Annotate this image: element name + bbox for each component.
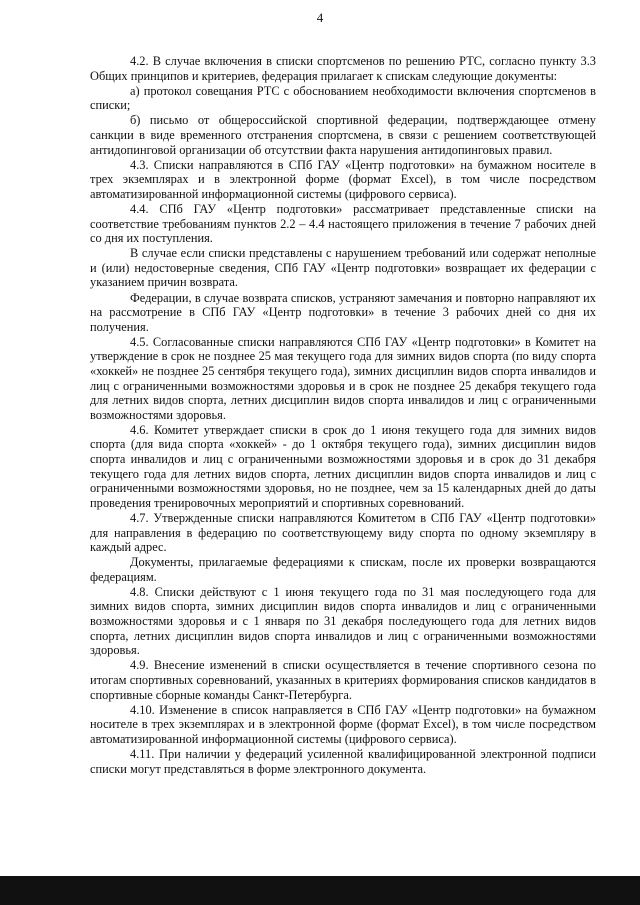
paragraph-4-4-return: В случае если списки представлены с нарушением требований или содержат неполные и (или) недостоверные сведения, СПб ГАУ «Центр подготовки» возвращает их федерации с указанием причин возврата. xyxy=(90,246,596,290)
document-body xyxy=(90,54,596,777)
paragraph-4-10: 4.10. Изменение в список направляется в СПб ГАУ «Центр подготовки» на бумажном носителе в трех экземплярах и в электронной форме (формат Excel), в том числе посредством автоматизированной информационной системы (цифрового сервиса). xyxy=(90,702,596,746)
paragraph-4-5: 4.5. Согласованные списки направляются СПб ГАУ «Центр подготовки» в Комитет на утверждение в срок не позднее 25 мая текущего года для зимних видов спорта (по виду спорта «хоккей» не позднее 25 сентября текущего года), зимних дисциплин видов спорта инвалидов и лиц с ограниченными возможностями здоровья и в срок не позднее 25 декабря текущего года для летних видов спорта, летних дисциплин видов спорта инвалидов и лиц с ограниченными возможностями здоровья. xyxy=(90,334,596,422)
paragraph-4-2: 4.2. В случае включения в списки спортсменов по решению РТС, согласно пункту 3.3 Общих принципов и критериев, федерация прилагает к спискам следующие документы: xyxy=(90,54,596,83)
paragraph-4-4-resubmit: Федерации, в случае возврата списков, устраняют замечания и повторно направляют их на рассмотрение в СПб ГАУ «Центр подготовки» в течение 3 рабочих дней со дня их получения. xyxy=(90,290,596,334)
paragraph-4-4: 4.4. СПб ГАУ «Центр подготовки» рассматривает представленные списки на соответствие требованиям пунктов 2.2 – 4.4 настоящего приложения в течение 7 рабочих дней со дня их поступления. xyxy=(90,201,596,246)
paragraph-4-6: 4.6. Комитет утверждает списки в срок до 1 июня текущего года для зимних видов спорта (для вида спорта «хоккей» - до 1 октября текущего года), зимних дисциплин видов спорта инвалидов и лиц с ограниченными возможностями здоровья и в срок до 31 декабря текущего года для летних видов спорта, летних дисциплин видов спорта инвалидов и лиц с ограниченными возможностями здоровья, но не позднее, чем за 15 календарных дней до даты проведения тренировочных мероприятий и спортивных соревнований. xyxy=(90,422,596,510)
paragraph-4-2-a: а) протокол совещания РТС с обоснованием необходимости включения спортсменов в списки; xyxy=(90,83,596,113)
page-number: 4 xyxy=(316,10,324,25)
paragraph-4-3: 4.3. Списки направляются в СПб ГАУ «Центр подготовки» на бумажном носителе в трех экземплярах и в электронной форме (формат Excel), в том числе посредством автоматизированной информационной системы (цифрового сервиса). xyxy=(90,157,596,201)
paragraph-4-2-b: б) письмо от общероссийской спортивной федерации, подтверждающее отмену санкции в виде временного отстранения спортсмена, в связи с решением соответствующей антидопинговой организации об отсутствии факта нарушения антидопинговых правил. xyxy=(90,113,596,157)
paragraph-4-7-documents: Документы, прилагаемые федерациями к спискам, после их проверки возвращаются федерациям. xyxy=(90,555,596,584)
paragraph-4-9: 4.9. Внесение изменений в списки осуществляется в течение спортивного сезона по итогам спортивных соревнований, указанных в критериях формирования списков кандидатов в спортивные сборные команды Санкт-Петербурга. xyxy=(90,658,596,702)
paragraph-4-8: 4.8. Списки действуют с 1 июня текущего года по 31 мая последующего года для зимних видов спорта, зимних дисциплин видов спорта инвалидов и лиц с ограниченными возможностями здоровья и с 1 января по 31 декабря последующего года для летних видов спорта, летних дисциплин видов спорта инвалидов и лиц с ограниченными возможностями здоровья. xyxy=(90,584,596,658)
paragraph-4-7: 4.7. Утвержденные списки направляются Комитетом в СПб ГАУ «Центр подготовки» для направления в федерацию по соответствующему виду спорта по одному экземпляру в каждый адрес. xyxy=(90,510,596,555)
scan-edge-bar xyxy=(0,876,640,905)
paragraph-4-11: 4.11. При наличии у федераций усиленной квалифицированной электронной подписи списки могут представляться в форме электронного документа. xyxy=(90,746,596,776)
